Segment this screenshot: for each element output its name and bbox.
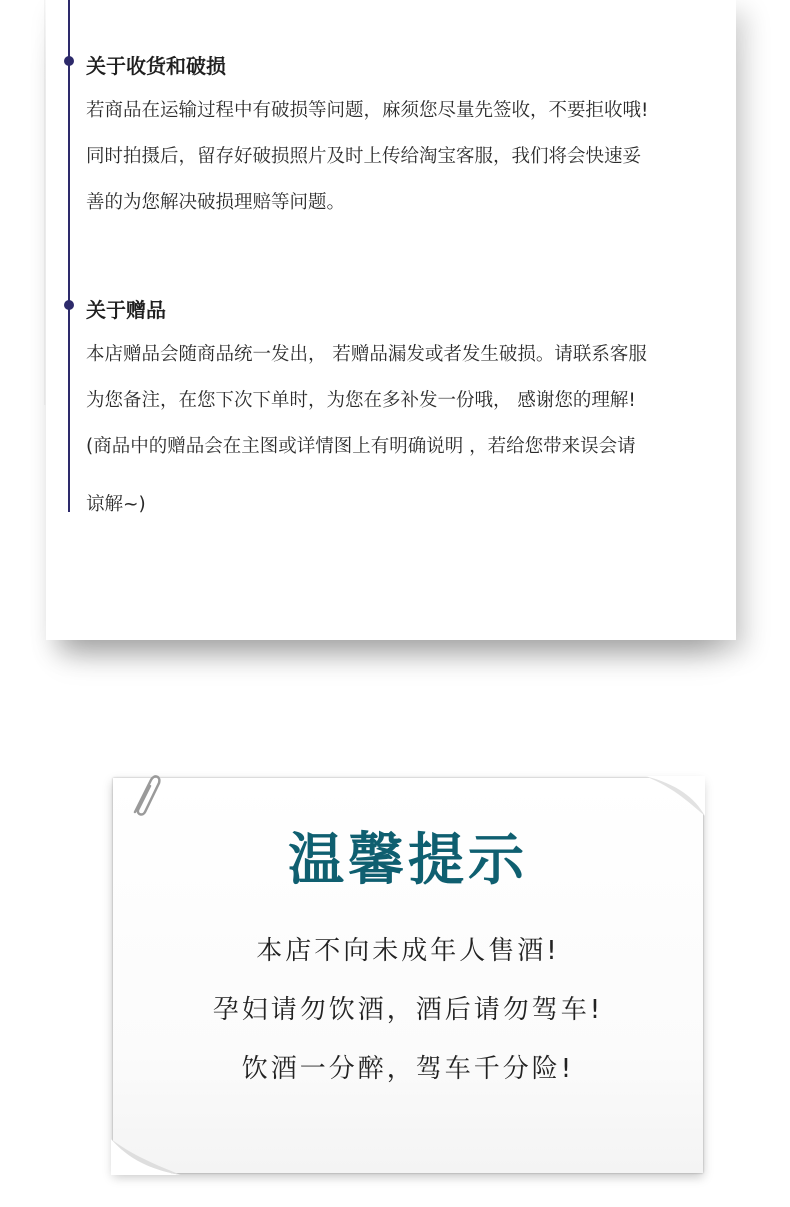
- section-body-gifts: [86, 332, 736, 528]
- notice-note: [113, 778, 703, 1173]
- notice-line: 本店不向未成年人售酒!: [256, 936, 560, 966]
- section-title-gifts: 关于赠品: [86, 298, 166, 322]
- notice-line: 孕妇请勿饮酒，酒后请勿驾车!: [212, 995, 604, 1025]
- body-line: 本店赠品会随商品统一发出， 若赠品漏发或者发生破损。请联系客服: [86, 344, 647, 365]
- paper-clip-icon: [127, 772, 163, 820]
- section-title-shipping-damage: 关于收货和破损: [86, 54, 226, 78]
- body-line: 为您备注，在您下次下单时，为您在多补发一份哦， 感谢您的理解!: [86, 390, 636, 411]
- body-line: 同时拍摄后，留存好破损照片及时上传给淘宝客服，我们将会快速妥: [86, 146, 642, 167]
- timeline-dot: [64, 56, 74, 66]
- timeline-line: [68, 0, 70, 512]
- card-edge-shadow: [44, 0, 46, 405]
- body-line: 善的为您解决破损理赔等问题。: [86, 192, 346, 213]
- notice-title: 温馨提示: [288, 828, 528, 893]
- page-curl-icon: [645, 776, 705, 816]
- section-body-shipping-damage: [86, 88, 736, 226]
- page-curl-icon: [111, 1139, 181, 1175]
- timeline-dot: [64, 300, 74, 310]
- notice-line: 饮酒一分醉，驾车千分险!: [241, 1054, 575, 1084]
- body-line: (商品中的赠品会在主图或详情图上有明确说明 ，若给您带来误会请: [86, 436, 636, 457]
- body-line: 谅解~): [86, 494, 146, 515]
- body-line: 若商品在运输过程中有破损等问题，麻须您尽量先签收，不要拒收哦!: [86, 100, 649, 121]
